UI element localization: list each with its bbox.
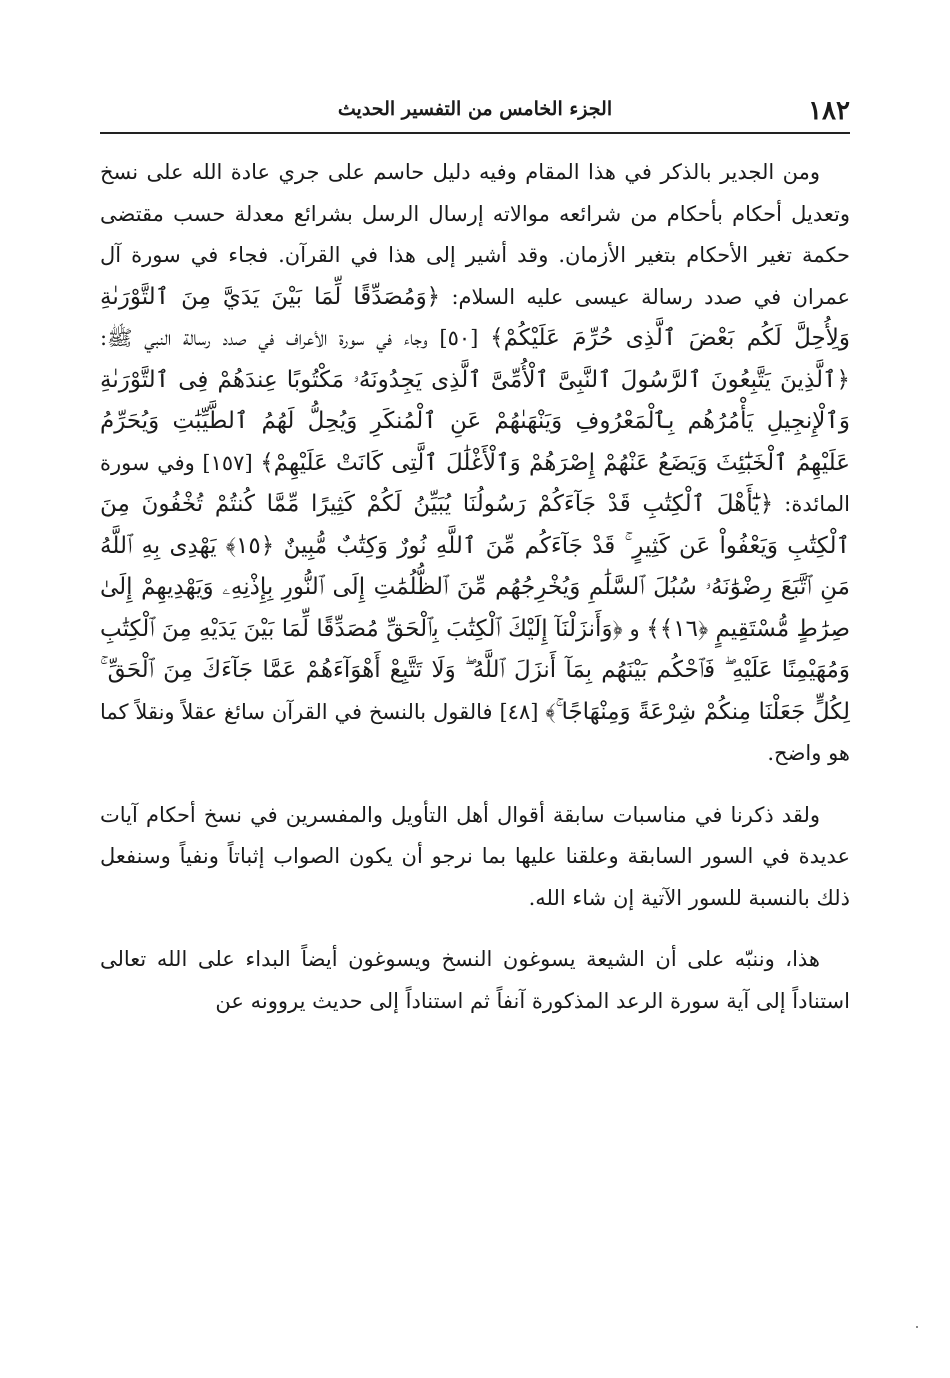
page-number: ١٨٢ [808,96,850,126]
paragraph [100,795,850,920]
quran-verse: ﴿وَأَنزَلْنَآ إِلَيْكَ ٱلْكِتَٰبَ بِٱلْحَقِّ مُصَدِّقًا لِّمَا بَيْنَ يَدَيْهِ مِنَ ٱلْكِتَٰبِ وَمُهَيْمِنًا عَلَيْهِ ۖ فَٱحْكُم بَيْنَهُم بِمَآ أَنزَلَ ٱللَّهُ ۖ وَلَا تَتَّبِعْ أَهْوَآءَهُمْ عَمَّا جَآءَكَ مِنَ ٱلْحَقِّ ۚ لِكُلٍّ جَعَلْنَا مِنكُمْ شِرْعَةً وَمِنْهَاجًا ۚ﴾ [100,615,850,725]
quran-verse: ﴿يَٰٓأَهْلَ ٱلْكِتَٰبِ قَدْ جَآءَكُمْ رَسُولُنَا يُبَيِّنُ لَكُمْ كَثِيرًا مِّمَّا كُنتُمْ تُخْفُونَ مِنَ ٱلْكِتَٰبِ وَيَعْفُواْ عَن كَثِيرٍ ۚ قَدْ جَآءَكُم مِّنَ ٱللَّهِ نُورٌ وَكِتَٰبٌ مُّبِينٌ ﴿١٥﴾ يَهْدِى بِهِ ٱللَّهُ مَنِ ٱتَّبَعَ رِضْوَٰنَهُۥ سُبُلَ ٱلسَّلَٰمِ وَيُخْرِجُهُم مِّنَ ٱلظُّلُمَٰتِ إِلَى ٱلنُّورِ بِإِذْنِهِۦ وَيَهْدِيهِمْ إِلَىٰ صِرَٰطٍ مُّسْتَقِيمٍ ﴿١٦﴾﴾ [100,491,850,642]
text-segment: و [622,616,647,641]
paragraph [100,152,850,775]
scan-speck [916,1326,918,1328]
text-segment: ومن الجدير بالذكر في هذا المقام وفيه دليل حاسم على جري عادة الله على نسخ وتعديل أحكام بأحكام من شرائعه موالاته إرسال الرسل بشرائع معدلة حسب مقتضى حكمة تغير الأحكام بتغير الأزمان. وقد أشير إلى هذا في القرآن. فجاء في سورة آل عمران في صدد رسالة عيسى عليه السلام: [100,160,851,309]
body-text [100,152,850,1022]
header-rule [100,132,850,134]
paragraph [100,939,850,1022]
quran-verse: ﴿وَمُصَدِّقًا لِّمَا بَيْنَ يَدَيَّ مِنَ ٱلتَّوْرَىٰةِ وَلِأُحِلَّ لَكُم بَعْضَ ٱلَّذِى حُرِّمَ عَلَيْكُمْ﴾ [100,283,850,351]
text-segment: هذا، وننبّه على أن الشيعة يسوغون النسخ ويسوغون أيضاً البداء على الله تعالى استناداً إلى آية سورة الرعد المذكورة آنفاً ثم استناداً إلى حديث يروونه عن [100,947,850,1013]
text-segment: [٤٨] فالقول بالنسخ في القرآن سائغ عقلاً ونقلاً كما هو واضح. [100,699,850,765]
text-segment: [٥٠] وجاء في سورة الأعراف في صدد رسالة النبي ﷺ: [100,326,491,350]
text-segment: ولقد ذكرنا في مناسبات سابقة أقوال أهل التأويل والمفسرين في نسخ أحكام آيات عديدة في السور السابقة وعلقنا عليها بما نرجو أن يكون الصواب إثباتاً ونفياً وسنفعل ذلك بالنسبة للسور الآتية إن شاء الله. [100,802,850,910]
quran-verse: ﴿ٱلَّذِينَ يَتَّبِعُونَ ٱلرَّسُولَ ٱلنَّبِىَّ ٱلْأُمِّىَّ ٱلَّذِى يَجِدُونَهُۥ مَكْتُوبًا عِندَهُمْ فِى ٱلتَّوْرَىٰةِ وَٱلْإِنجِيلِ يَأْمُرُهُم بِٱلْمَعْرُوفِ وَيَنْهَىٰهُمْ عَنِ ٱلْمُنكَرِ وَيُحِلُّ لَهُمُ ٱلطَّيِّبَٰتِ وَيُحَرِّمُ عَلَيْهِمُ ٱلْخَبَٰٓئِثَ وَيَضَعُ عَنْهُمْ إِصْرَهُمْ وَٱلْأَغْلَٰلَ ٱلَّتِى كَانَتْ عَلَيْهِمْ﴾ [100,366,851,476]
text-segment: [١٥٧] وفي سورة المائدة: [100,450,850,516]
running-title: الجزء الخامس من التفسير الحديث [337,98,613,120]
page-header [100,90,850,130]
